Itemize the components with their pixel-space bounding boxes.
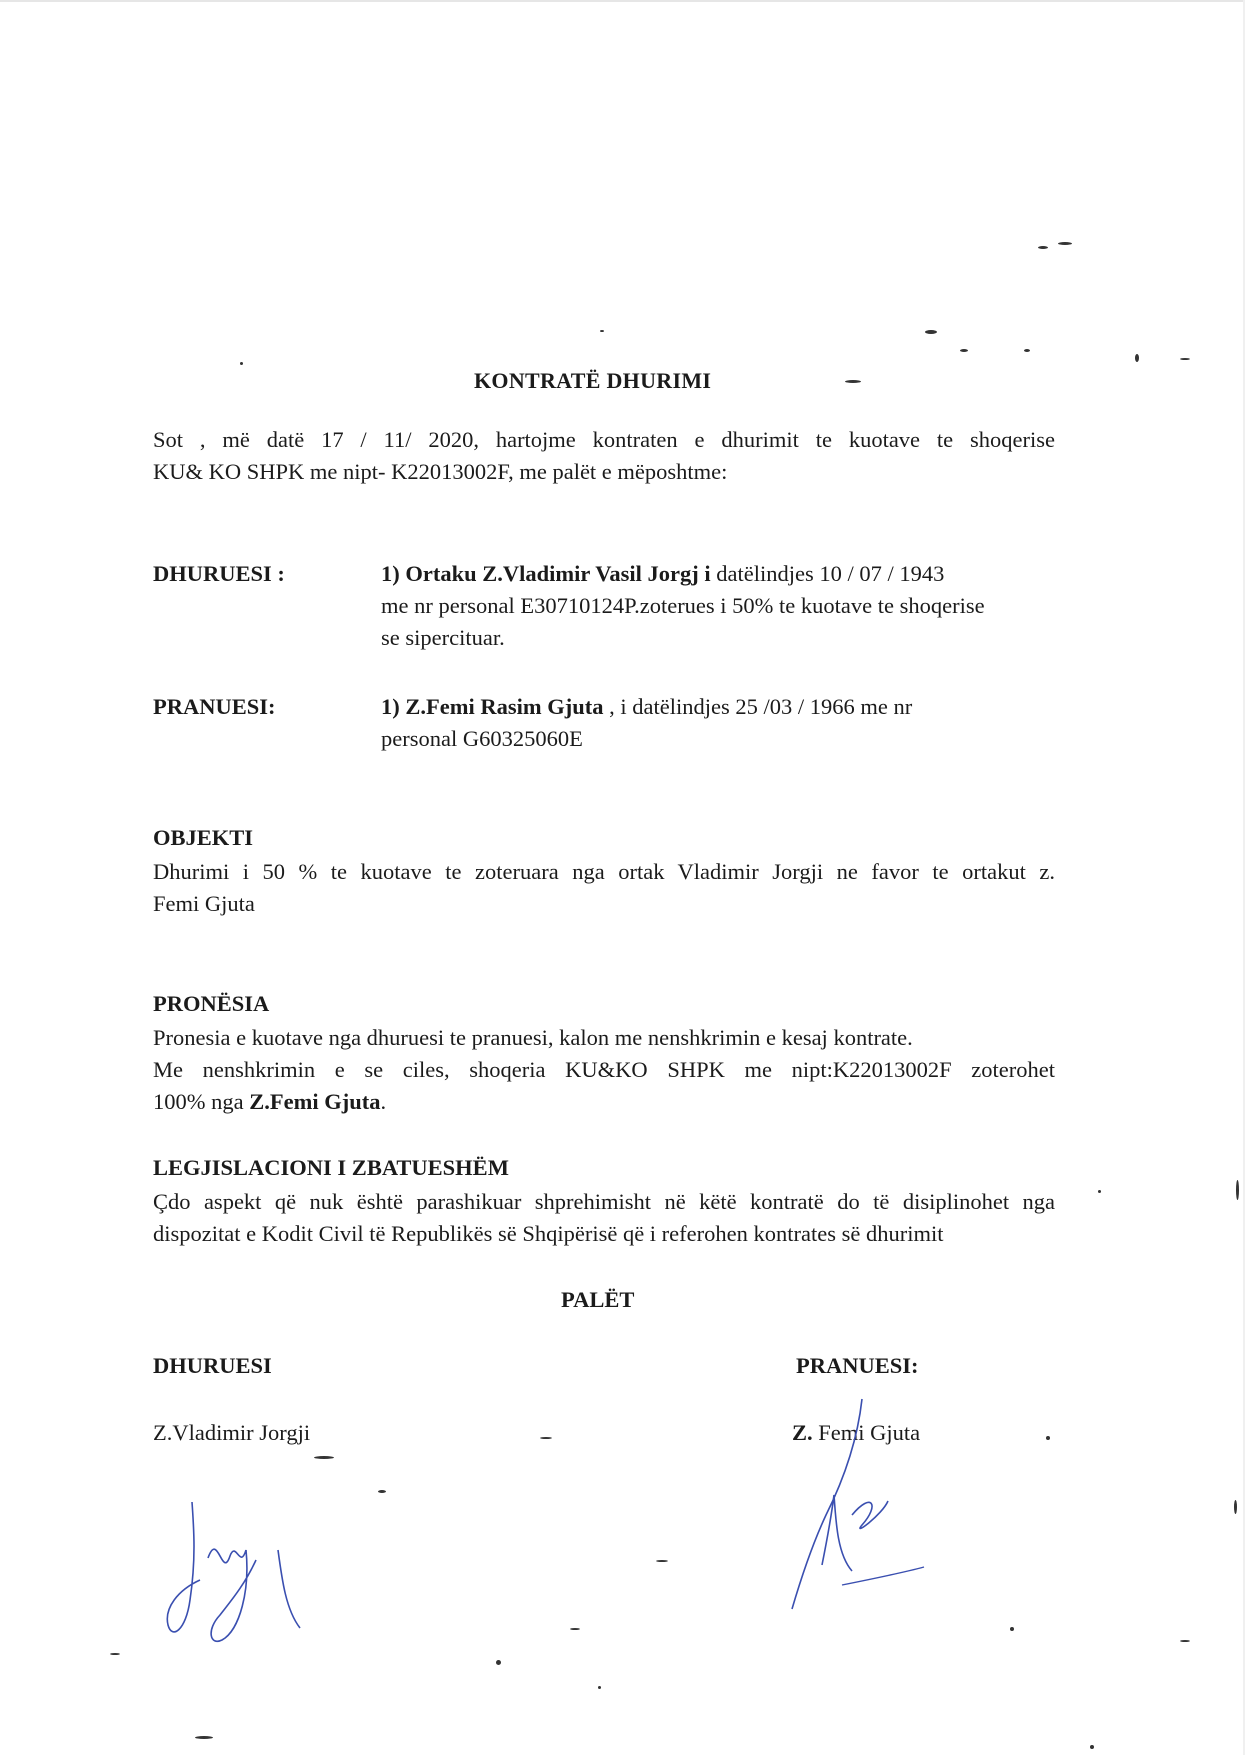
donor-line-1 (381, 558, 1055, 590)
scan-speck (656, 1560, 668, 1562)
scan-speck (570, 1628, 580, 1630)
object-paragraph (153, 856, 1055, 920)
scan-speck (1180, 358, 1190, 360)
scan-speck (1038, 246, 1048, 249)
scan-speck (195, 1736, 213, 1739)
ownership-percent: 100% nga (153, 1089, 250, 1114)
scan-speck (1236, 1180, 1239, 1200)
scan-speck (925, 330, 937, 334)
scan-speck (496, 1660, 501, 1665)
donor-line-3: se sipercituar. (381, 625, 505, 650)
receiver-name-text: Femi Gjuta (812, 1420, 921, 1445)
ownership-heading: PRONËSIA (153, 991, 270, 1016)
scan-speck (1024, 349, 1030, 352)
receiver-line-2: personal G60325060E (381, 726, 583, 751)
receiver-details (381, 691, 1055, 755)
parties-receiver-label: PRANUESI: (796, 1353, 919, 1378)
donor-birthdate: datëlindjes 10 / 07 / 1943 (710, 561, 945, 586)
donor-name: 1) Ortaku Z.Vladimir Vasil Jorgj i (381, 561, 711, 586)
scan-speck (845, 380, 861, 383)
donor-line-2: me nr personal E30710124P.zoterues i 50% te kuotave te shoqerise (381, 593, 985, 618)
law-heading: LEGJISLACIONI I ZBATUESHËM (153, 1155, 509, 1180)
ownership-period: . (380, 1089, 387, 1114)
law-line-2: dispozitat e Kodit Civil të Republikës së Shqipërisë që i referohen kontrates së dhurimit (153, 1221, 944, 1246)
receiver-name-prefix: Z. (792, 1420, 813, 1445)
ownership-line-3 (153, 1086, 1055, 1118)
parties-donor-name: Z.Vladimir Jorgji (153, 1420, 311, 1445)
donor-label: DHURUESI : (153, 561, 285, 586)
object-heading: OBJEKTI (153, 825, 254, 850)
ownership-paragraph (153, 1022, 1055, 1118)
scan-speck (240, 362, 243, 365)
scan-speck (1046, 1436, 1050, 1440)
law-line-1: Çdo aspekt që nuk është parashikuar shprehimisht në këtë kontratë do të disiplinohet nga (153, 1189, 1055, 1214)
ownership-line-2: Me nenshkrimin e se ciles, shoqeria KU&KO SHPK me nipt:K22013002F zoterohet (153, 1057, 1055, 1082)
receiver-signature (762, 1395, 932, 1615)
scan-speck (598, 1686, 601, 1689)
scan-speck (378, 1490, 386, 1493)
ownership-owner-name: Z.Femi Gjuta (249, 1089, 381, 1114)
intro-line-1: Sot , më datë 17 / 11/ 2020, hartojme kontraten e dhurimit te kuotave te shoqerise (153, 427, 1055, 452)
scan-speck (600, 330, 604, 332)
ownership-line-1: Pronesia e kuotave nga dhuruesi te pranuesi, kalon me nenshkrimin e kesaj kontrate. (153, 1025, 913, 1050)
scan-speck (960, 349, 968, 352)
donor-signature (160, 1490, 310, 1650)
intro-paragraph (153, 424, 1055, 488)
scan-speck (1098, 1190, 1101, 1193)
receiver-name: 1) Z.Femi Rasim Gjuta (381, 694, 604, 719)
scan-speck (1234, 1500, 1237, 1514)
scan-speck (110, 1653, 120, 1655)
scan-speck (1010, 1627, 1014, 1631)
receiver-label: PRANUESI: (153, 694, 276, 719)
scan-top-edge (0, 0, 1245, 2)
object-line-1: Dhurimi i 50 % te kuotave te zoteruara nga ortak Vladimir Jorgji ne favor te ortakut z. (153, 859, 1055, 884)
parties-heading: PALËT (561, 1287, 635, 1312)
scan-speck (1135, 354, 1139, 362)
receiver-line-1 (381, 691, 1055, 723)
scan-speck (1180, 1640, 1190, 1642)
receiver-birthdate: , i datëlindjes 25 /03 / 1966 me nr (603, 694, 913, 719)
donor-details (381, 558, 1055, 654)
scan-speck (314, 1456, 334, 1459)
law-paragraph (153, 1186, 1055, 1250)
object-line-2: Femi Gjuta (153, 891, 255, 916)
intro-line-2: KU& KO SHPK me nipt- K22013002F, me palët e mëposhtme: (153, 459, 728, 484)
parties-donor-label: DHURUESI (153, 1353, 272, 1378)
scan-speck (540, 1437, 552, 1439)
document-title: KONTRATË DHURIMI (474, 368, 712, 393)
scan-speck (1090, 1745, 1094, 1749)
scan-speck (1058, 242, 1072, 245)
